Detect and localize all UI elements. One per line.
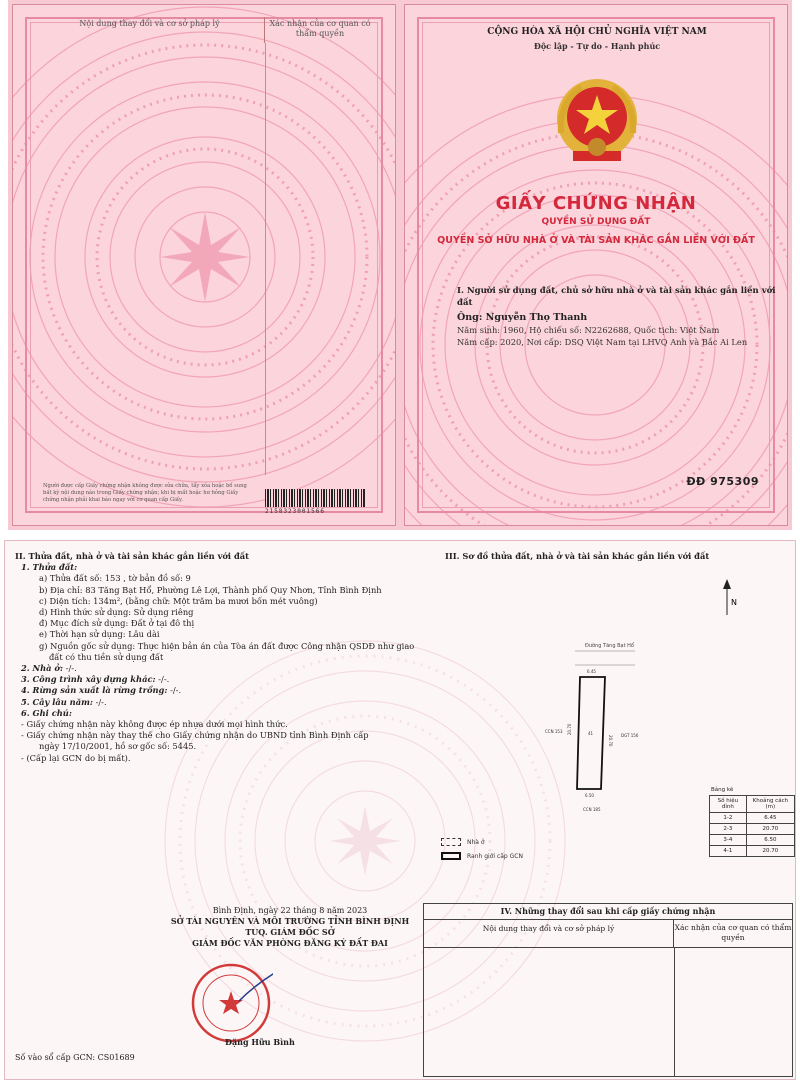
parcel-number: a) Thửa đất số: 153 , tờ bản đồ số: 9 <box>39 573 191 584</box>
nation-name: CỘNG HÒA XÃ HỘI CHỦ NGHĨA VIỆT NAM <box>487 27 707 37</box>
section-4-title: IV. Những thay đổi sau khi cấp giấy chứng nhận <box>424 904 792 920</box>
section-2-title: II. Thửa đất, nhà ở và tài sản khác gắn liền với đất <box>15 551 249 561</box>
note-1: - Giấy chứng nhận này không được ép nhựa dưới mọi hình thức. <box>21 719 288 730</box>
barcode <box>265 489 365 507</box>
authority-line: TUQ. GIÁM ĐỐC SỞ <box>245 927 335 937</box>
svg-text:41: 41 <box>588 731 594 736</box>
national-emblem-icon <box>551 73 643 173</box>
forest-heading: 4. Rừng sản xuất là rừng trồng: <box>21 685 168 696</box>
owner-info-1: Năm sinh: 1960, Hộ chiếu số: N2262688, Quốc tịch: Việt Nam <box>457 325 720 335</box>
barcode-number: 2158323001566 <box>265 508 325 515</box>
land-info-section <box>15 551 425 764</box>
note-3: ngày 17/10/2001, hồ sơ gốc số: 5445. <box>39 741 197 752</box>
owner-name: Ông: Nguyễn Thọ Thanh <box>457 312 588 323</box>
usage-form: d) Hình thức sử dụng: Sử dụng riêng <box>39 607 194 618</box>
svg-text:CCN 153: CCN 153 <box>545 729 563 734</box>
registry-number: Số vào sổ cấp GCN: CS01689 <box>15 1053 135 1062</box>
perennial-value: -/-. <box>95 696 107 707</box>
table-row: 4-1 20.70 <box>710 846 795 857</box>
certificate-subtitle-2: QUYỀN SỞ HỮU NHÀ Ở VÀ TÀI SẢN KHÁC GẮN LIỀN VỚI ĐẤT <box>437 235 755 246</box>
confirm-column-header: Xác nhận của cơ quan có thẩm quyền <box>269 19 371 38</box>
signature-block <box>145 905 435 949</box>
certificate-booklet <box>8 0 792 530</box>
usage-origin-cont: đất có thu tiền sử dụng đất <box>49 651 164 662</box>
official-stamp-icon <box>189 961 273 1045</box>
forest-value: -/-. <box>170 685 182 696</box>
road-label: Đường Tăng Bạt Hổ <box>585 643 634 649</box>
edge-length-table <box>709 795 795 857</box>
notes-heading: 6. Ghi chú: <box>21 707 72 718</box>
north-mark: N <box>731 598 737 607</box>
svg-text:20.70: 20.70 <box>608 735 613 747</box>
svg-text:CCN 185: CCN 185 <box>583 807 601 812</box>
section-4-header <box>424 920 792 948</box>
usage-purpose: đ) Mục đích sử dụng: Đất ở tại đô thị <box>39 618 195 629</box>
changes-table-header <box>35 17 375 43</box>
section-1-title: I. Người sử dụng đất, chủ sở hữu nhà ở và tài sản khác gắn liền với đất <box>457 286 776 308</box>
house-heading: 2. Nhà ở: <box>21 663 64 674</box>
table-row: 3-4 6.50 <box>710 835 795 846</box>
diagram-legend <box>441 835 523 863</box>
warning-note: Người được cấp Giấy chứng nhận không được sửa chữa, tẩy xóa hoặc bổ sung bất kỳ nội dung nào trong Giấy chứng nhận; khi bị mất hoặc hư hỏng Giấy chứng nhận phải khai báo ngay với cơ quan cấp Giấy. <box>43 483 247 503</box>
certificate-inner-sheet <box>4 540 796 1080</box>
legend-house: Nhà ở <box>441 835 523 849</box>
perennial-heading: 5. Cây lâu năm: <box>21 696 93 707</box>
table-header: Số hiệu đỉnh <box>710 796 747 813</box>
usage-origin: g) Nguồn gốc sử dụng: Thực hiện bản án của Tòa án đất được Công nhận QSDĐ như giao <box>39 640 415 651</box>
signer-name: Đặng Hữu Bình <box>225 1037 295 1047</box>
table-row: 1-2 6.45 <box>710 813 795 824</box>
usage-term: e) Thời hạn sử dụng: Lâu dài <box>39 629 160 640</box>
confirm-column-header: Xác nhận của cơ quan có thẩm quyền <box>674 923 792 942</box>
national-motto: Độc lập - Tự do - Hạnh phúc <box>533 41 661 51</box>
certificate-serial: ĐĐ 975309 <box>686 475 759 488</box>
table-header: Khoảng cách (m) <box>746 796 794 813</box>
certificate-subtitle-1: QUYỀN SỬ DỤNG ĐẤT <box>541 217 651 227</box>
owner-info-2: Năm cấp: 2020, Nơi cấp: DSQ Việt Nam tại LHVQ Anh và Bắc Ai Len <box>457 337 748 347</box>
parcel-area: c) Diện tích: 134m², (bằng chữ: Một trăm ba mươi bốn mét vuông) <box>39 595 318 606</box>
svg-text:20.70: 20.70 <box>567 723 572 735</box>
changes-column-header: Nội dung thay đổi và cơ sở pháp lý <box>35 17 265 43</box>
column-divider <box>674 948 675 1076</box>
certificate-title: GIẤY CHỨNG NHẬN <box>495 193 697 214</box>
parcel-heading: 1. Thửa đất: <box>21 562 78 573</box>
issue-date: Bình Định, ngày 22 tháng 8 năm 2023 <box>212 906 368 915</box>
edge-table-title: Bảng kê <box>711 787 734 793</box>
parcel-address: b) Địa chỉ: 83 Tăng Bạt Hổ, Phường Lê Lợi, Thành phố Quy Nhơn, Tỉnh Bình Định <box>39 584 382 595</box>
signer-title: GIÁM ĐỐC VĂN PHÒNG ĐĂNG KÝ ĐẤT ĐAI <box>192 938 388 948</box>
other-works-heading: 3. Công trình xây dựng khác: <box>21 674 156 685</box>
table-row: 2-3 20.70 <box>710 824 795 835</box>
house-value: -/-. <box>65 663 77 674</box>
legend-boundary: Ranh giới cấp GCN <box>441 849 523 863</box>
changes-after-issue-table <box>423 903 793 1077</box>
column-divider <box>265 43 266 475</box>
booklet-right-page <box>404 4 788 526</box>
owner-section <box>457 285 777 348</box>
note-4: - (Cấp lại GCN do bị mất). <box>21 752 131 763</box>
section-3-title: III. Sơ đồ thửa đất, nhà ở và tài sản khác gắn liền với đất <box>445 551 710 561</box>
issuing-org: SỞ TÀI NGUYÊN VÀ MÔI TRƯỜNG TỈNH BÌNH ĐỊNH <box>170 916 410 926</box>
svg-text:6.50: 6.50 <box>585 793 594 798</box>
changes-column-header: Nội dung thay đổi và cơ sở pháp lý <box>424 920 674 947</box>
svg-text:DGT 156: DGT 156 <box>621 733 639 738</box>
north-arrow-icon <box>723 579 737 615</box>
page-inner-border <box>30 22 378 508</box>
booklet-left-page <box>12 4 396 526</box>
svg-text:6.45: 6.45 <box>587 669 596 674</box>
other-works-value: -/-. <box>158 674 170 685</box>
note-2: - Giấy chứng nhận này thay thế cho Giấy chứng nhận do UBND tỉnh Bình Định cấp <box>21 730 369 741</box>
